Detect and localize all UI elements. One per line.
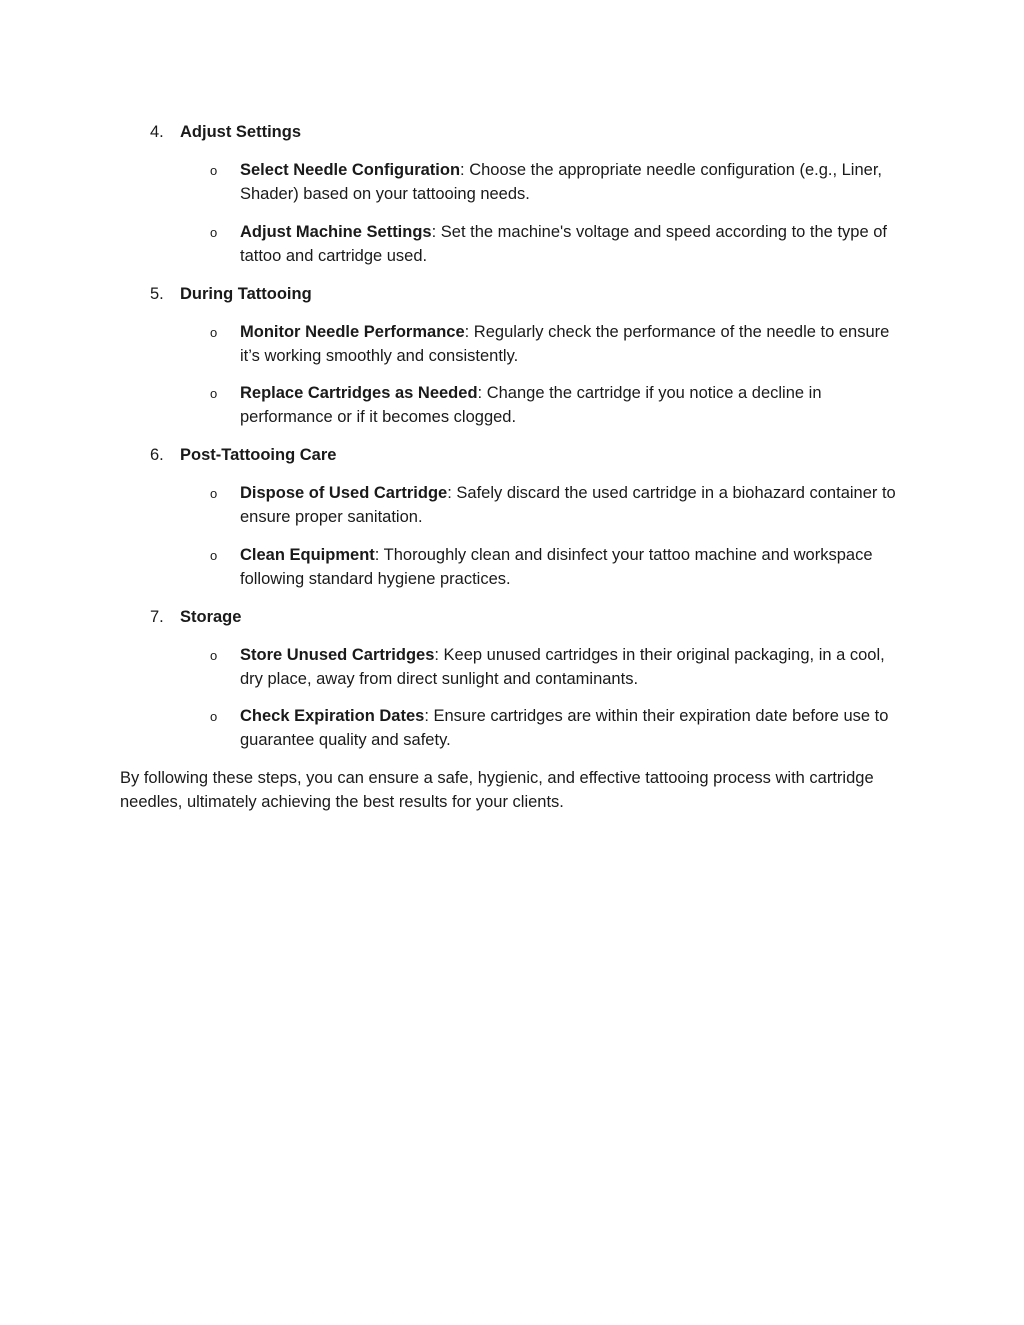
closing-paragraph: By following these steps, you can ensure a safe, hygienic, and effective tattooing process with cartridge needles, ultimately achieving the best results for your clients.: [120, 769, 874, 811]
step-title: Adjust Settings: [180, 123, 302, 141]
item-text: : Regularly check the performance of the needle to ensure it’s working smoothly and consistently.: [240, 323, 890, 365]
list-item: [210, 543, 910, 591]
step-7: [150, 605, 910, 629]
list-item: [210, 643, 910, 691]
step-number: 4.: [150, 123, 164, 141]
item-text: : Change the cartridge if you notice a decline in performance or if it becomes clogged.: [240, 384, 822, 426]
bullet-icon: o: [210, 548, 218, 563]
step-6: [150, 443, 910, 467]
item-text: : Keep unused cartridges in their original packaging, in a cool, dry place, away from direct sunlight and contaminants.: [240, 646, 885, 688]
item-term: Store Unused Cartridges: [240, 646, 435, 664]
step-number: 5.: [150, 285, 164, 303]
item-term: Dispose of Used Cartridge: [240, 484, 448, 502]
item-text: : Safely discard the used cartridge in a biohazard container to ensure proper sanitation.: [240, 484, 896, 526]
step-number: 6.: [150, 446, 164, 464]
item-term: Replace Cartridges as Needed: [240, 384, 478, 402]
item-text: : Thoroughly clean and disinfect your tattoo machine and workspace following standard hygiene practices.: [240, 546, 873, 588]
bullet-icon: o: [210, 486, 218, 501]
step-title: Post-Tattooing Care: [180, 446, 337, 464]
step-title: During Tattooing: [180, 285, 312, 303]
bullet-icon: o: [210, 386, 218, 401]
step-number: 7.: [150, 608, 164, 626]
bullet-icon: o: [210, 225, 218, 240]
step-title: Storage: [180, 608, 242, 626]
item-term: Check Expiration Dates: [240, 707, 425, 725]
item-text: : Set the machine's voltage and speed according to the type of tattoo and cartridge used.: [240, 223, 887, 265]
item-term: Select Needle Configuration: [240, 161, 461, 179]
bullet-icon: o: [210, 163, 218, 178]
item-text: : Choose the appropriate needle configuration (e.g., Liner, Shader) based on your tattooing needs.: [240, 161, 882, 203]
list-item: [210, 220, 910, 268]
bullet-icon: o: [210, 709, 218, 724]
list-item: [210, 481, 910, 529]
step-5: [150, 282, 910, 306]
list-item: [210, 381, 910, 429]
step-4: [150, 120, 910, 144]
bullet-icon: o: [210, 325, 218, 340]
item-term: Clean Equipment: [240, 546, 375, 564]
list-item: [210, 158, 910, 206]
item-text: : Ensure cartridges are within their expiration date before use to guarantee quality and safety.: [240, 707, 889, 749]
list-item: [210, 320, 910, 368]
list-item: [210, 704, 910, 752]
item-term: Adjust Machine Settings: [240, 223, 432, 241]
bullet-icon: o: [210, 648, 218, 663]
item-term: Monitor Needle Performance: [240, 323, 465, 341]
